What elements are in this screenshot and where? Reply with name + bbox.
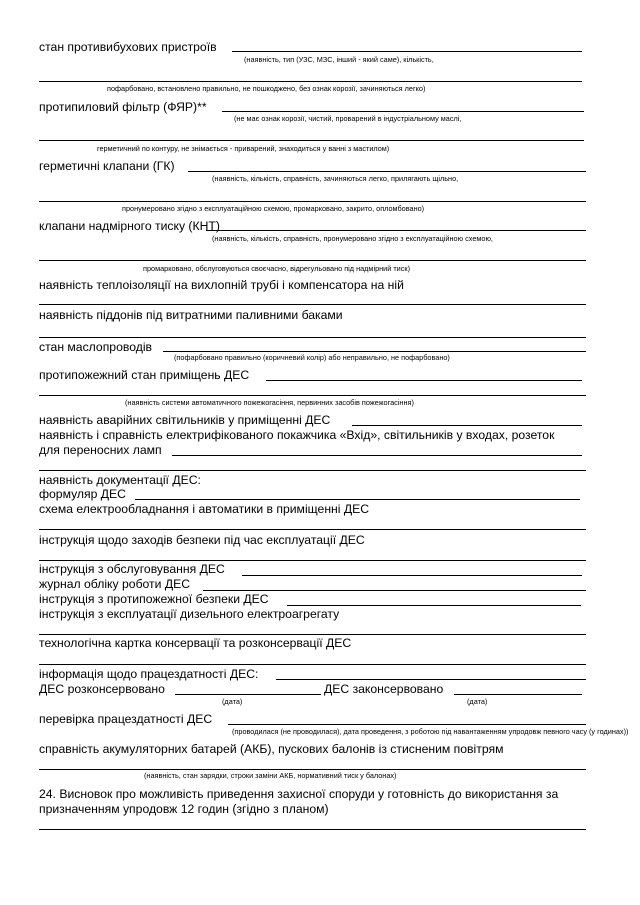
overpressure-valves-field[interactable] bbox=[206, 230, 586, 231]
check-hint: (проводилася (не проводилася), дата проведення, з роботою під навантаженням упродовж певного часу (у годинах)) bbox=[232, 727, 629, 736]
hermetic-valves-label: герметичні клапани (ГК) bbox=[39, 159, 175, 173]
fire-state-label: протипожежний стан приміщень ДЕС bbox=[39, 368, 250, 382]
wiring-scheme-label: схема електрообладнання і автоматики в приміщенні ДЕС bbox=[39, 502, 370, 516]
trays-label: наявність піддонів під витратними паливними баками bbox=[39, 308, 343, 322]
generator-instr-label: інструкція з експлуатації дизельного електроагрегату bbox=[39, 607, 340, 621]
anti-explosion-label: стан противибухових пристроїв bbox=[39, 40, 217, 54]
filter-hint-1: (не має ознак корозії, чистий, проварений в індустріальному маслі, bbox=[234, 114, 462, 123]
fire-state-field[interactable] bbox=[266, 380, 582, 381]
oil-pipes-field[interactable] bbox=[163, 351, 586, 352]
fire-state-hint: (наявність системи автоматичного пожежогасіння, первинних засобів пожежогасіння) bbox=[125, 398, 414, 407]
check-label: перевірка працездатності ДЕС bbox=[39, 712, 213, 726]
batteries-label: справність акумуляторних батарей (АКБ), пускових балонів із стисненим повітрям bbox=[39, 742, 504, 756]
overpressure-valves-label: клапани надмірного тиску (КНТ) bbox=[39, 219, 220, 233]
batteries-hint: (наявність, стан зарядки, строки заміни АКБ, нормативний тиск у балонах) bbox=[144, 771, 397, 780]
service-instr-field[interactable] bbox=[242, 575, 582, 576]
docs-header: наявність документації ДЕС: bbox=[39, 473, 201, 487]
filter-label: протипиловий фільтр (ФЯР)** bbox=[39, 100, 207, 114]
insulation-field[interactable] bbox=[39, 304, 586, 305]
check-field[interactable] bbox=[228, 724, 586, 725]
conserved-date-field[interactable] bbox=[454, 694, 582, 695]
safety-instr-field[interactable] bbox=[39, 560, 586, 561]
fire-state-field-2[interactable] bbox=[39, 395, 586, 396]
tech-card-field[interactable] bbox=[39, 664, 586, 665]
anti-explosion-field[interactable] bbox=[232, 51, 582, 52]
formular-field[interactable] bbox=[135, 499, 580, 500]
anti-explosion-hint-1: (наявність, тип (УЗС, МЗС, інший - який саме), кількість, bbox=[244, 55, 434, 64]
filter-field[interactable] bbox=[222, 111, 584, 112]
safety-instr-label: інструкція щодо заходів безпеки під час експлуатації ДЕС bbox=[39, 533, 365, 547]
overpressure-valves-field-2[interactable] bbox=[39, 260, 586, 261]
batteries-field[interactable] bbox=[39, 769, 586, 770]
overpressure-hint-1: (наявність, кількість, справність, пронумеровано згідно з експлуатаційною схемою, bbox=[212, 234, 493, 243]
operability-label: інформація щодо працездатності ДЕС: bbox=[39, 667, 259, 681]
conserved-label: ДЕС законсервовано bbox=[324, 682, 444, 696]
deconserved-date-field[interactable] bbox=[175, 694, 321, 695]
trays-field[interactable] bbox=[39, 337, 586, 338]
log-field[interactable] bbox=[203, 590, 586, 591]
filter-field-2[interactable] bbox=[39, 140, 584, 141]
fire-instr-label: інструкція з протипожежної безпеки ДЕС bbox=[39, 592, 269, 606]
tech-card-label: технологічна картка консервації та розконсервації ДЕС bbox=[39, 636, 352, 650]
oil-pipes-label: стан маслопроводів bbox=[39, 340, 153, 354]
filter-hint-2: герметичний по контуру, не знімається - приварений, знаходиться у ванні з мастилом) bbox=[97, 144, 390, 153]
deconserved-date-hint: (дата) bbox=[222, 697, 243, 706]
anti-explosion-field-2[interactable] bbox=[39, 81, 582, 82]
portable-lamps-field[interactable] bbox=[172, 455, 582, 456]
hermetic-hint-1: (наявність, кількість, справність, зачиняються легко, прилягають щільно, bbox=[212, 174, 459, 183]
hermetic-valves-field-2[interactable] bbox=[39, 201, 586, 202]
anti-explosion-hint-2: пофарбовано, встановлено правильно, не пошкоджено, без ознак корозії, зачиняються легко) bbox=[107, 84, 426, 93]
portable-lamps-label: для переносних ламп bbox=[39, 443, 162, 457]
deconserved-label: ДЕС розконсервовано bbox=[39, 682, 165, 696]
hermetic-hint-2: пронумеровано згідно з експлуатаційною схемою, промарковано, закрито, опломбовано) bbox=[122, 204, 425, 213]
fire-instr-field[interactable] bbox=[287, 605, 581, 606]
exit-sign-label: наявність і справність електрифікованого покажчика «Вхід», світильників у входах, розеток bbox=[39, 428, 555, 442]
hermetic-valves-field[interactable] bbox=[188, 171, 586, 172]
service-instr-label: інструкція з обслуговування ДЕС bbox=[39, 562, 225, 576]
wiring-scheme-field[interactable] bbox=[39, 529, 586, 530]
oil-pipes-hint: (пофарбовано правильно (коричневий колір) або неправильно, не пофарбовано) bbox=[174, 353, 450, 362]
formular-label: формуляр ДЕС bbox=[39, 487, 126, 501]
emergency-lights-label: наявність аварійних світильників у приміщенні ДЕС bbox=[39, 413, 331, 427]
insulation-label: наявність теплоізоляції на вихлопній трубі і компенсатора на ній bbox=[39, 278, 404, 292]
conclusion-title-2: призначенням упродовж 12 годин (згідно з планом) bbox=[39, 802, 329, 816]
conclusion-title-1: 24. Висновок про можливість приведення захисної споруди у готовність до використання за bbox=[39, 787, 559, 801]
overpressure-hint-2: промарковано, обслуговуються своєчасно, відрегульовано під надмірний тиск) bbox=[143, 264, 411, 273]
conserved-date-hint: (дата) bbox=[467, 697, 488, 706]
portable-lamps-field-2[interactable] bbox=[39, 470, 586, 471]
operability-field[interactable] bbox=[276, 679, 586, 680]
log-label: журнал обліку роботи ДЕС bbox=[39, 577, 191, 591]
conclusion-field[interactable] bbox=[39, 829, 586, 830]
emergency-lights-field[interactable] bbox=[352, 425, 582, 426]
generator-instr-field[interactable] bbox=[39, 634, 586, 635]
